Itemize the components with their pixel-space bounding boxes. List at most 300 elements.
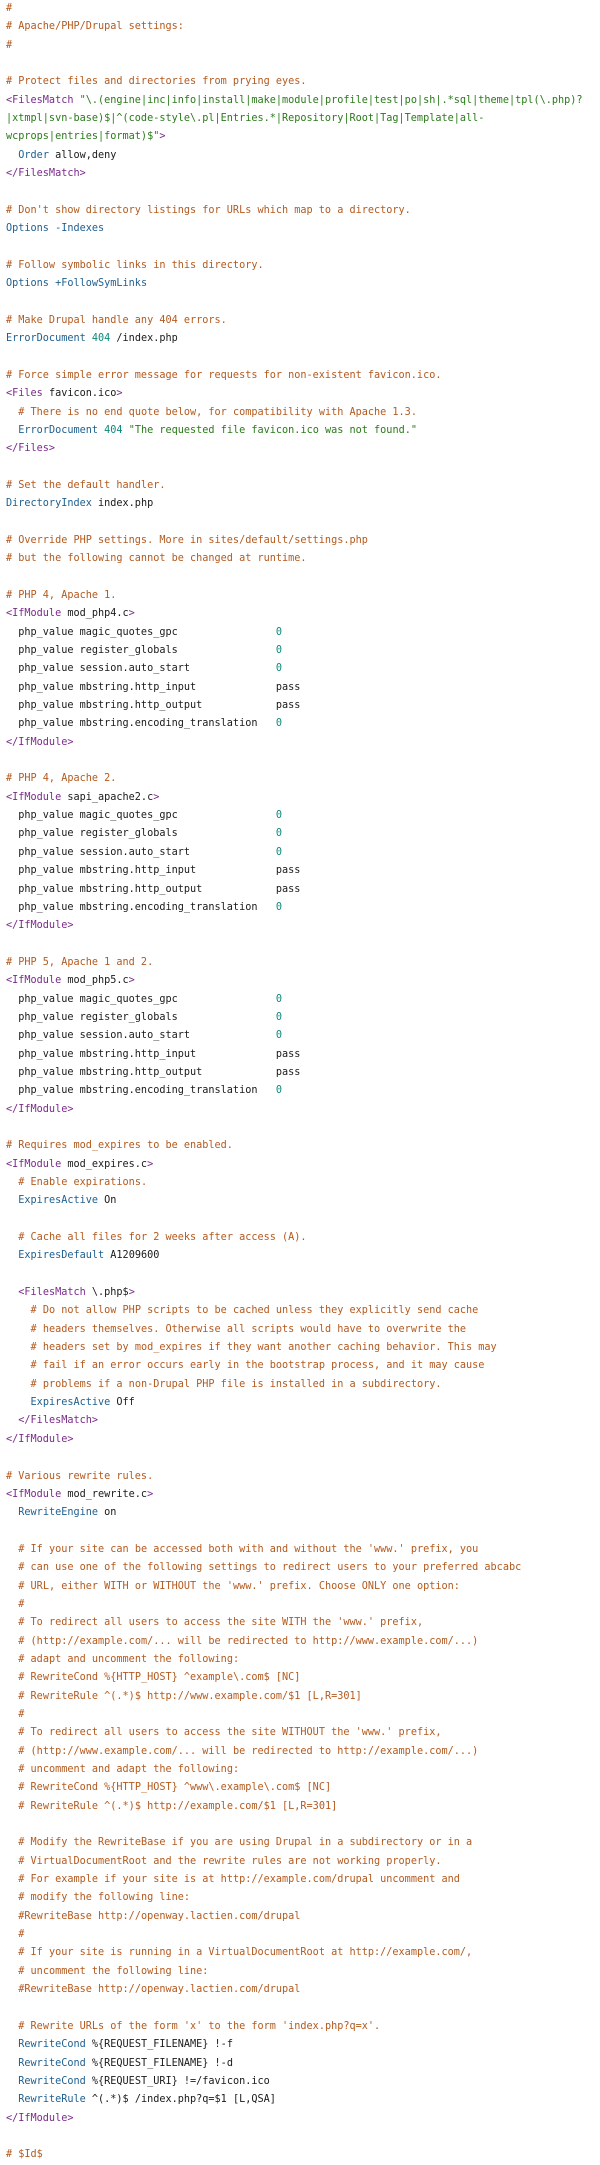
code-line <box>6 679 594 697</box>
comment-token: # For example if your site is at http://example.com/drupal uncomment and <box>18 1874 460 1886</box>
code-line <box>6 55 594 73</box>
code-line <box>6 1651 594 1669</box>
code-line <box>6 734 594 752</box>
code-line <box>6 991 594 1009</box>
code-line <box>6 1119 594 1137</box>
code-line <box>6 294 594 312</box>
code-line <box>6 972 594 990</box>
code-line <box>6 807 594 825</box>
text-token <box>6 1947 18 1958</box>
code-line <box>6 1321 594 1339</box>
comment-token: # PHP 5, Apache 1 and 2. <box>6 956 154 968</box>
code-line <box>6 220 594 238</box>
comment-token: # PHP 4, Apache 2. <box>6 773 117 785</box>
code-line <box>6 110 594 128</box>
text-token <box>6 1324 31 1335</box>
text-token: php_value mbstring.http_output pass <box>6 883 301 895</box>
tag-token: > <box>147 1158 154 1170</box>
code-line <box>6 770 594 788</box>
text-token <box>6 1801 18 1812</box>
code-line <box>6 1211 594 1229</box>
text-token: php_value session.auto_start <box>6 663 276 675</box>
directive-token: DirectoryIndex <box>6 498 92 510</box>
comment-token: # Set the default handler. <box>6 479 166 491</box>
text-token: php_value magic_quotes_gpc <box>6 993 276 1005</box>
text-token <box>6 1929 18 1940</box>
text-token <box>6 1654 18 1665</box>
tag-token: > <box>153 791 160 803</box>
comment-token: # RewriteRule ^(.*)$ http://example.com/$1 [L,R=301] <box>18 1800 338 1812</box>
code-line <box>6 2055 594 2073</box>
text-token <box>6 1837 18 1848</box>
tag-token: </IfModule> <box>6 2112 74 2124</box>
comment-token: # Override PHP settings. More in sites/default/settings.php <box>6 534 368 546</box>
directive-token: ExpiresDefault <box>18 1250 105 1262</box>
code-line <box>6 569 594 587</box>
code-line <box>6 1064 594 1082</box>
comment-token: # headers set by mod_expires if they want another caching behavior. This may <box>30 1342 497 1354</box>
comment-token: # modify the following line: <box>18 1892 191 1904</box>
comment-token: # adapt and uncomment the following: <box>18 1653 240 1665</box>
comment-token: # If your site is running in a VirtualDocumentRoot at http://example.com/, <box>18 1947 473 1959</box>
text-token <box>6 1232 18 1243</box>
code-line <box>6 367 594 385</box>
tag-token: > <box>128 1287 135 1299</box>
comment-token: # <box>6 3 13 14</box>
text-token: php_value mbstring.http_output pass <box>6 1066 301 1078</box>
code-line <box>6 1999 594 2017</box>
comment-token: # RewriteRule ^(.*)$ http://www.example.com/$1 [L,R=301] <box>18 1690 362 1702</box>
text-token <box>6 1250 18 1261</box>
text-token <box>6 1287 18 1298</box>
text-token: mod_rewrite.c <box>61 1488 148 1500</box>
comment-token: # Do not allow PHP scripts to be cached unless they explicitly send cache <box>30 1305 479 1317</box>
tag-token: </IfModule> <box>6 1433 74 1445</box>
text-token <box>6 150 18 161</box>
comment-token: # VirtualDocumentRoot and the rewrite rules are not working properly. <box>18 1855 442 1867</box>
comment-token: # Cache all files for 2 weeks after access (A). <box>18 1232 307 1244</box>
code-line <box>6 1816 594 1834</box>
code-line <box>6 1357 594 1375</box>
code-line <box>6 349 594 367</box>
text-token <box>6 1984 18 1995</box>
text-token: A1209600 <box>104 1250 160 1262</box>
code-line <box>6 1468 594 1486</box>
directive-token: RewriteCond <box>18 2039 86 2051</box>
code-line <box>6 2018 594 2036</box>
code-line <box>6 642 594 660</box>
code-line <box>6 514 594 532</box>
code-line <box>6 1266 594 1284</box>
code-line <box>6 1137 594 1155</box>
code-line <box>6 1523 594 1541</box>
comment-token: # PHP 4, Apache 1. <box>6 590 117 601</box>
code-line <box>6 275 594 293</box>
number-token: 0 <box>275 718 283 730</box>
text-token <box>6 1966 18 1977</box>
comment-token: # <box>18 1929 25 1941</box>
text-token <box>6 407 18 418</box>
directive-token: RewriteRule <box>18 2094 86 2106</box>
comment-token: # can use one of the following settings to redirect users to your preferred abcabc <box>18 1562 522 1574</box>
text-token: php_value magic_quotes_gpc <box>6 626 276 638</box>
code-line <box>6 147 594 165</box>
text-token: index.php <box>91 498 154 510</box>
text-token: php_value mbstring.encoding_translation <box>6 901 276 913</box>
comment-token: # Rewrite URLs of the form 'x' to the form 'index.php?q=x'. <box>18 2020 381 2032</box>
text-token: mod_php4.c <box>61 608 129 620</box>
tag-token: <IfModule <box>6 1488 62 1500</box>
text-token <box>6 1415 18 1426</box>
code-line <box>6 1247 594 1265</box>
comment-token: # RewriteCond %{HTTP_HOST} ^example\.com$ [NC] <box>18 1672 301 1684</box>
text-token <box>6 1709 18 1720</box>
text-token: php_value session.auto_start <box>6 1030 276 1042</box>
number-token: 0 <box>275 993 283 1005</box>
comment-token: # uncomment and adapt the following: <box>18 1764 240 1775</box>
text-token <box>6 1397 31 1408</box>
code-line <box>6 2091 594 2109</box>
code-line <box>6 917 594 935</box>
comment-token: # (http://example.com/... will be redirected to http://www.example.com/...) <box>18 1635 479 1647</box>
text-token <box>6 1562 18 1573</box>
text-token: On <box>98 1195 117 1207</box>
directive-token: Options <box>6 223 49 235</box>
text-token <box>6 1544 18 1555</box>
comment-token: # $Id$ <box>6 2149 43 2161</box>
text-token <box>6 1177 18 1188</box>
text-token <box>6 1599 18 1610</box>
tag-token: </FilesMatch> <box>18 1415 99 1427</box>
code-line <box>6 1192 594 1210</box>
code-line <box>6 1559 594 1577</box>
code-line <box>6 532 594 550</box>
number-token: 0 <box>275 626 283 638</box>
code-line <box>6 2036 594 2054</box>
code-line <box>6 1394 594 1412</box>
text-token: on <box>98 1507 117 1519</box>
code-line <box>6 1156 594 1174</box>
text-token <box>6 2076 18 2087</box>
code-line <box>6 1926 594 1944</box>
comment-token: # <box>6 39 13 51</box>
code-line <box>6 936 594 954</box>
code-line <box>6 954 594 972</box>
tag-token: </IfModule> <box>6 920 74 932</box>
comment-token: # URL, either WITH or WITHOUT the 'www.' prefix. Choose ONLY one option: <box>18 1580 460 1592</box>
text-token <box>6 1195 18 1206</box>
comment-token: # To redirect all users to access the site WITHOUT the 'www.' prefix, <box>18 1727 442 1739</box>
code-line <box>6 404 594 422</box>
text-token: php_value mbstring.http_input pass <box>6 865 301 877</box>
code-line <box>6 0 594 18</box>
comment-token: # Protect files and directories from prying eyes. <box>6 76 307 88</box>
code-line <box>6 257 594 275</box>
comment-token: #RewriteBase http://openway.lactien.com/drupal <box>18 1910 301 1922</box>
text-token: sapi_apache2.c <box>61 791 154 803</box>
tag-token: <Files <box>6 388 43 400</box>
code-line <box>6 1302 594 1320</box>
text-token <box>6 1856 18 1867</box>
text-token <box>6 1672 18 1683</box>
number-token: 0 <box>275 828 283 840</box>
code-line <box>6 862 594 880</box>
number-token: 0 <box>275 1085 283 1097</box>
code-line <box>6 1504 594 1522</box>
code-line <box>6 1779 594 1797</box>
code-line <box>6 73 594 91</box>
tag-token: > <box>159 131 166 143</box>
comment-token: # problems if a non-Drupal PHP file is installed in a subdirectory. <box>30 1378 442 1390</box>
comment-token: # but the following cannot be changed at runtime. <box>6 553 307 565</box>
code-line <box>6 660 594 678</box>
code-line <box>6 1743 594 1761</box>
text-token <box>6 1581 18 1592</box>
directive-token: RewriteCond <box>18 2075 86 2087</box>
code-line <box>6 440 594 458</box>
code-line <box>6 165 594 183</box>
text-token <box>6 1342 31 1353</box>
text-token: php_value magic_quotes_gpc <box>6 810 276 822</box>
code-line <box>6 825 594 843</box>
comment-token: # Apache/PHP/Drupal settings: <box>6 21 184 33</box>
directive-token: ErrorDocument <box>6 333 86 345</box>
code-line <box>6 2110 594 2128</box>
code-line <box>6 1101 594 1119</box>
code-line <box>6 1284 594 1302</box>
text-token <box>6 1911 18 1922</box>
code-line <box>6 2073 594 2091</box>
text-token: php_value mbstring.encoding_translation <box>6 1085 276 1097</box>
tag-token: </Files> <box>6 443 56 455</box>
tag-token: <FilesMatch <box>18 1287 86 1299</box>
code-line <box>6 1449 594 1467</box>
code-line <box>6 899 594 917</box>
text-token <box>6 1691 18 1702</box>
text-token: %{REQUEST_FILENAME} !-f <box>85 2039 233 2051</box>
directive-token: ExpiresActive <box>18 1195 99 1207</box>
text-token <box>6 1379 31 1390</box>
comment-token: # uncomment the following line: <box>18 1965 209 1977</box>
text-token <box>6 2094 18 2105</box>
code-line <box>6 1596 594 1614</box>
text-token <box>6 1874 18 1885</box>
string-token: wcprops|entries|format)$" <box>6 131 160 143</box>
code-line <box>6 1339 594 1357</box>
text-token <box>6 1746 18 1757</box>
tag-token: <FilesMatch <box>6 94 74 106</box>
code-line <box>6 1412 594 1430</box>
code-line <box>6 1963 594 1981</box>
code-line <box>6 37 594 55</box>
text-token <box>6 1507 18 1518</box>
text-token: %{REQUEST_FILENAME} !-d <box>85 2057 233 2069</box>
code-line <box>6 1981 594 1999</box>
directive-token: Options <box>6 278 49 290</box>
code-line <box>6 881 594 899</box>
number-token: 0 <box>275 663 283 675</box>
code-line <box>6 459 594 477</box>
code-line <box>6 1834 594 1852</box>
tag-token: <IfModule <box>6 791 62 803</box>
number-token: 0 <box>275 1030 283 1042</box>
code-line <box>6 1853 594 1871</box>
directive-token: ExpiresActive <box>30 1397 111 1409</box>
directive-token: Order <box>18 149 49 161</box>
code-line <box>6 715 594 733</box>
directive-token: -Indexes <box>55 223 105 235</box>
comment-token: # Modify the RewriteBase if you are using Drupal in a subdirectory or in a <box>18 1837 473 1849</box>
comment-token: # (http://www.example.com/... will be redirected to http://example.com/...) <box>18 1745 479 1757</box>
code-line <box>6 312 594 330</box>
code-line <box>6 1027 594 1045</box>
comment-token: # Follow symbolic links in this directory. <box>6 259 264 271</box>
code-line <box>6 2146 594 2164</box>
string-token: "\.(engine|inc|info|install|make|module|profile|test|po|sh|.*sql|theme|tpl(\.php)? <box>79 94 583 106</box>
code-line <box>6 477 594 495</box>
tag-token: > <box>147 1488 154 1500</box>
directive-token: RewriteCond <box>18 2057 86 2069</box>
code-line <box>6 2128 594 2146</box>
comment-token: # Requires mod_expires to be enabled. <box>6 1140 233 1152</box>
text-token <box>6 1764 18 1775</box>
code-line <box>6 1944 594 1962</box>
comment-token: # Don't show directory listings for URLs which map to a directory. <box>6 204 411 216</box>
text-token: php_value register_globals <box>6 645 276 657</box>
code-line <box>6 1614 594 1632</box>
tag-token: > <box>128 975 135 987</box>
string-token: "The requested file favicon.ico was not found." <box>128 424 417 436</box>
directive-token: RewriteEngine <box>18 1507 99 1519</box>
text-token <box>6 1636 18 1647</box>
code-line <box>6 1082 594 1100</box>
text-token: mod_php5.c <box>61 975 129 987</box>
code-line <box>6 624 594 642</box>
tag-token: > <box>116 388 123 400</box>
code-line <box>6 605 594 623</box>
code-line <box>6 385 594 403</box>
code-line <box>6 1431 594 1449</box>
code-line <box>6 1798 594 1816</box>
code-line <box>6 1688 594 1706</box>
tag-token: </FilesMatch> <box>6 168 86 180</box>
text-token <box>6 1305 31 1316</box>
code-line <box>6 1908 594 1926</box>
directive-token: ErrorDocument <box>18 424 99 436</box>
code-line <box>6 128 594 146</box>
text-token <box>6 1360 31 1371</box>
number-token: 0 <box>275 901 283 913</box>
number-token: 0 <box>275 645 283 657</box>
text-token: Off <box>110 1397 135 1409</box>
code-line <box>6 752 594 770</box>
text-token <box>6 1617 18 1628</box>
comment-token: #RewriteBase http://openway.lactien.com/drupal <box>18 1984 301 1996</box>
code-line <box>6 1376 594 1394</box>
code-line <box>6 1578 594 1596</box>
text-token: php_value session.auto_start <box>6 846 276 858</box>
tag-token: </IfModule> <box>6 736 74 748</box>
text-token: php_value register_globals <box>6 1011 276 1023</box>
comment-token: # Force simple error message for requests for non-existent favicon.ico. <box>6 369 442 381</box>
text-token: php_value mbstring.http_input pass <box>6 681 301 693</box>
tag-token: <IfModule <box>6 608 62 620</box>
text-token: php_value mbstring.http_input pass <box>6 1048 301 1060</box>
comment-token: # Enable expirations. <box>18 1177 148 1188</box>
code-line <box>6 238 594 256</box>
code-line <box>6 1541 594 1559</box>
comment-token: # Various rewrite rules. <box>6 1470 154 1482</box>
code-line <box>6 789 594 807</box>
code-line <box>6 844 594 862</box>
comment-token: # Make Drupal handle any 404 errors. <box>6 314 227 326</box>
code-line <box>6 422 594 440</box>
code-line <box>6 1871 594 1889</box>
comment-token: # If your site can be accessed both with and without the 'www.' prefix, you <box>18 1543 479 1555</box>
text-token: %{REQUEST_URI} !=/favicon.ico <box>85 2075 270 2087</box>
tag-token: <IfModule <box>6 1158 62 1170</box>
text-token <box>6 1727 18 1738</box>
text-token: \.php$ <box>85 1287 129 1299</box>
code-line <box>6 1486 594 1504</box>
comment-token: # fail if an error occurs early in the bootstrap process, and it may cause <box>30 1360 485 1372</box>
number-token: 0 <box>275 810 283 822</box>
code-line <box>6 1889 594 1907</box>
tag-token: > <box>128 608 135 620</box>
string-token: |xtmpl|svn-base)$|^(code-style\.pl|Entries.*|Repository|Root|Tag|Template|all- <box>6 113 485 125</box>
number-token: 0 <box>275 846 283 858</box>
text-token: /index.php <box>110 333 178 345</box>
code-line <box>6 1009 594 1027</box>
code-line <box>6 550 594 568</box>
text-token: php_value mbstring.encoding_translation <box>6 718 276 730</box>
text-token <box>6 1782 18 1793</box>
tag-token: </IfModule> <box>6 1103 74 1115</box>
comment-token: # There is no end quote below, for compatibility with Apache 1.3. <box>18 406 417 418</box>
code-line <box>6 202 594 220</box>
text-token: favicon.ico <box>42 388 117 400</box>
directive-token: +FollowSymLinks <box>55 278 148 290</box>
code-line <box>6 697 594 715</box>
code-line <box>6 18 594 36</box>
text-token <box>6 2058 18 2069</box>
code-line <box>6 1046 594 1064</box>
comment-token: # To redirect all users to access the site WITH the 'www.' prefix, <box>18 1617 424 1629</box>
comment-token: # <box>18 1598 25 1610</box>
code-line <box>6 495 594 513</box>
number-token: 404 <box>104 424 123 436</box>
text-token: mod_expires.c <box>61 1158 148 1170</box>
text-token: allow,deny <box>48 149 117 161</box>
text-token: php_value register_globals <box>6 828 276 840</box>
code-line <box>6 1633 594 1651</box>
comment-token: # <box>18 1708 25 1720</box>
code-line <box>6 1706 594 1724</box>
text-token: php_value mbstring.http_output pass <box>6 700 301 712</box>
number-token: 404 <box>91 333 111 345</box>
text-token: ^(.*)$ /index.php?q=$1 [L,QSA] <box>85 2094 276 2106</box>
text-token <box>6 2021 18 2032</box>
text-token <box>6 1892 18 1903</box>
code-line <box>6 92 594 110</box>
comment-token: # RewriteCond %{HTTP_HOST} ^www\.example\.com$ [NC] <box>18 1782 332 1794</box>
tag-token: <IfModule <box>6 975 62 987</box>
code-line <box>6 1229 594 1247</box>
text-token <box>6 2039 18 2050</box>
code-line <box>6 1761 594 1779</box>
code-line <box>6 330 594 348</box>
code-line <box>6 1669 594 1687</box>
